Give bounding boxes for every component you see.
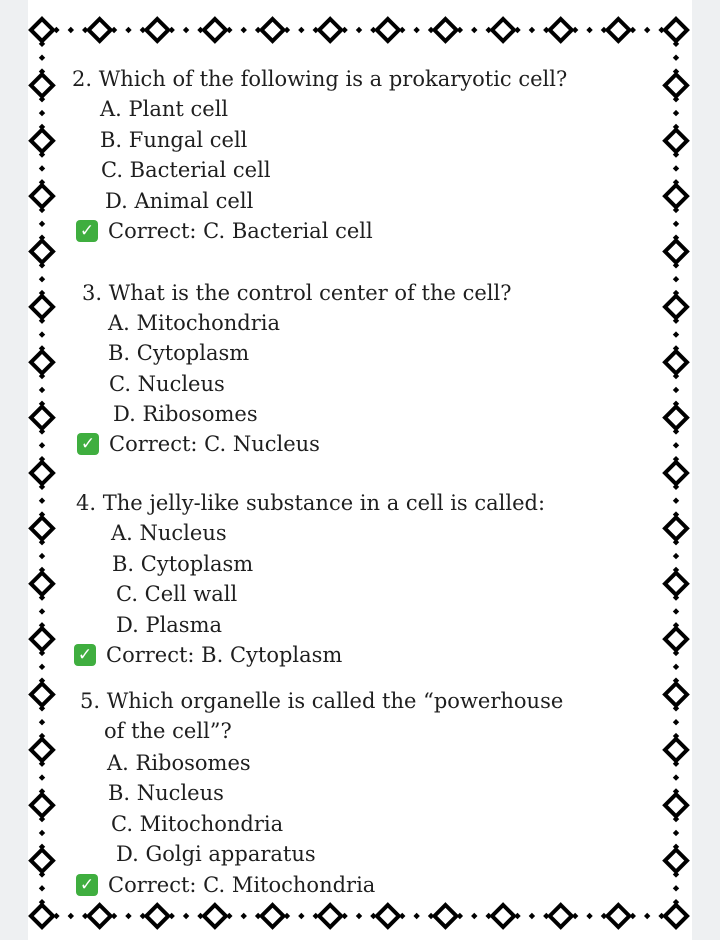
border-small-diamond [168,27,174,33]
border-small-diamond [673,428,679,434]
border-small-diamond [673,774,679,780]
border-large-diamond [31,130,53,152]
border-large-diamond [665,241,687,263]
check-mark-icon: ✓ [76,220,98,242]
border-small-diamond [399,913,405,919]
border-small-diamond [39,885,45,891]
border-small-diamond [39,553,45,559]
border-small-diamond [39,761,45,767]
border-small-diamond [586,913,592,919]
border-large-diamond [665,739,687,761]
border-small-diamond [39,54,45,60]
border-large-diamond [31,19,53,41]
question-2: 2. Which of the following is a prokaryotic cell? [72,67,568,91]
border-large-diamond [262,19,284,41]
border-small-diamond [673,539,679,545]
border-large-diamond [434,905,456,927]
border-small-diamond [457,913,463,919]
border-small-diamond [39,262,45,268]
border-small-diamond [39,276,45,282]
border-large-diamond [31,794,53,816]
border-small-diamond [39,608,45,614]
question-5-option-d: D. Golgi apparatus [116,842,316,866]
border-large-diamond [377,19,399,41]
check-mark-icon: ✓ [76,874,98,896]
border-small-diamond [457,27,463,33]
border-small-diamond [226,27,232,33]
border-small-diamond [226,913,232,919]
border-small-diamond [471,27,477,33]
border-small-diamond [241,27,247,33]
border-large-diamond [31,684,53,706]
question-5-line-1: 5. Which organelle is called the “powerhouse [80,689,564,713]
border-small-diamond [39,221,45,227]
border-large-diamond [665,130,687,152]
border-small-diamond [673,41,679,47]
question-4-option-d: D. Plasma [116,613,223,637]
border-small-diamond [673,719,679,725]
border-small-diamond [183,27,189,33]
border-small-diamond [673,761,679,767]
border-small-diamond [673,871,679,877]
border-small-diamond [39,331,45,337]
border-small-diamond [673,484,679,490]
question-3: 3. What is the control center of the cell? [82,281,512,305]
question-5-option-b: B. Nucleus [108,781,224,805]
border-small-diamond [586,27,592,33]
border-large-diamond [665,74,687,96]
border-large-diamond [31,517,53,539]
question-5-answer [76,870,375,900]
border-large-diamond [146,905,168,927]
border-small-diamond [673,221,679,227]
border-small-diamond [673,262,679,268]
border-small-diamond [644,27,650,33]
border-large-diamond [492,905,514,927]
border-small-diamond [39,871,45,877]
border-small-diamond [39,110,45,116]
question-3-option-c: C. Nucleus [109,372,225,396]
border-large-diamond [146,19,168,41]
border-small-diamond [673,54,679,60]
border-large-diamond [204,905,226,927]
border-large-diamond [550,905,572,927]
border-large-diamond [492,19,514,41]
question-4-answer-text: Correct: B. Cytoplasm [106,643,343,667]
question-2-answer [76,216,373,246]
border-large-diamond [665,517,687,539]
border-small-diamond [241,913,247,919]
border-large-diamond [665,850,687,872]
border-small-diamond [529,27,535,33]
border-small-diamond [572,913,578,919]
border-small-diamond [39,207,45,213]
border-small-diamond [39,428,45,434]
border-small-diamond [514,27,520,33]
question-2-option-d: D. Animal cell [105,189,254,213]
question-4-option-c: C. Cell wall [116,582,238,606]
border-small-diamond [399,27,405,33]
border-small-diamond [111,913,117,919]
border-large-diamond [665,296,687,318]
question-3-option-a: A. Mitochondria [108,311,280,335]
border-large-diamond [31,462,53,484]
border-small-diamond [111,27,117,33]
border-small-diamond [673,816,679,822]
border-large-diamond [31,241,53,263]
border-large-diamond [607,19,629,41]
question-4-option-a: A. Nucleus [111,521,227,545]
border-large-diamond [434,19,456,41]
border-small-diamond [39,539,45,545]
border-small-diamond [471,913,477,919]
border-small-diamond [673,207,679,213]
border-small-diamond [341,913,347,919]
border-small-diamond [673,151,679,157]
border-small-diamond [673,594,679,600]
check-mark-icon: ✓ [77,433,99,455]
border-small-diamond [572,27,578,33]
border-small-diamond [39,830,45,836]
border-small-diamond [673,664,679,670]
border-large-diamond [31,407,53,429]
border-small-diamond [39,96,45,102]
border-large-diamond [31,296,53,318]
border-small-diamond [68,27,74,33]
border-large-diamond [377,905,399,927]
question-2-answer-text: Correct: C. Bacterial cell [108,219,373,243]
border-small-diamond [284,27,290,33]
border-small-diamond [39,387,45,393]
border-large-diamond [665,684,687,706]
border-small-diamond [673,165,679,171]
border-small-diamond [673,331,679,337]
border-small-diamond [39,774,45,780]
question-5-answer-text: Correct: C. Mitochondria [108,873,376,897]
border-small-diamond [39,705,45,711]
question-5-option-c: C. Mitochondria [111,812,284,836]
border-small-diamond [673,497,679,503]
border-small-diamond [39,373,45,379]
border-small-diamond [39,484,45,490]
border-small-diamond [673,318,679,324]
question-3-option-b: B. Cytoplasm [108,341,250,365]
border-small-diamond [673,608,679,614]
border-small-diamond [514,913,520,919]
border-small-diamond [125,27,131,33]
border-large-diamond [319,19,341,41]
check-mark-icon: ✓ [74,644,96,666]
border-large-diamond [607,905,629,927]
question-2-option-b: B. Fungal cell [100,128,248,152]
question-2-option-c: C. Bacterial cell [101,158,271,182]
border-small-diamond [125,913,131,919]
border-small-diamond [529,913,535,919]
border-small-diamond [673,705,679,711]
border-small-diamond [168,913,174,919]
border-large-diamond [665,794,687,816]
border-large-diamond [31,905,53,927]
question-4-answer [74,640,342,670]
border-small-diamond [341,27,347,33]
border-large-diamond [665,628,687,650]
border-small-diamond [630,27,636,33]
border-large-diamond [31,739,53,761]
border-small-diamond [673,885,679,891]
border-small-diamond [39,664,45,670]
border-large-diamond [665,185,687,207]
border-small-diamond [39,41,45,47]
border-large-diamond [665,905,687,927]
border-small-diamond [68,913,74,919]
border-small-diamond [39,594,45,600]
border-large-diamond [665,351,687,373]
question-5-option-a: A. Ribosomes [107,751,251,775]
border-large-diamond [89,19,111,41]
border-large-diamond [204,19,226,41]
question-3-answer-text: Correct: C. Nucleus [109,432,320,456]
border-large-diamond [665,407,687,429]
border-small-diamond [39,318,45,324]
border-large-diamond [665,19,687,41]
border-large-diamond [665,462,687,484]
border-small-diamond [356,913,362,919]
border-small-diamond [673,387,679,393]
border-small-diamond [39,719,45,725]
question-5-line-2: of the cell”? [104,719,232,743]
border-large-diamond [31,351,53,373]
question-3-answer [77,429,320,459]
question-4: 4. The jelly-like substance in a cell is called: [76,491,546,515]
border-small-diamond [284,913,290,919]
border-small-diamond [39,442,45,448]
border-small-diamond [39,497,45,503]
border-small-diamond [673,373,679,379]
border-small-diamond [673,96,679,102]
border-small-diamond [673,110,679,116]
border-small-diamond [356,27,362,33]
border-large-diamond [31,573,53,595]
border-large-diamond [550,19,572,41]
border-large-diamond [262,905,284,927]
border-small-diamond [39,650,45,656]
border-large-diamond [89,905,111,927]
border-small-diamond [298,913,304,919]
border-large-diamond [31,628,53,650]
border-small-diamond [673,830,679,836]
border-large-diamond [31,185,53,207]
border-large-diamond [665,573,687,595]
border-small-diamond [413,27,419,33]
border-small-diamond [413,913,419,919]
border-small-diamond [673,650,679,656]
border-small-diamond [673,442,679,448]
border-small-diamond [39,151,45,157]
question-4-option-b: B. Cytoplasm [112,552,254,576]
border-small-diamond [39,816,45,822]
border-large-diamond [31,74,53,96]
border-small-diamond [673,553,679,559]
border-large-diamond [31,850,53,872]
border-small-diamond [644,913,650,919]
border-small-diamond [630,913,636,919]
border-small-diamond [39,165,45,171]
border-large-diamond [319,905,341,927]
question-3-option-d: D. Ribosomes [113,402,258,426]
border-small-diamond [183,913,189,919]
border-small-diamond [298,27,304,33]
border-small-diamond [673,276,679,282]
question-2-option-a: A. Plant cell [100,97,229,121]
